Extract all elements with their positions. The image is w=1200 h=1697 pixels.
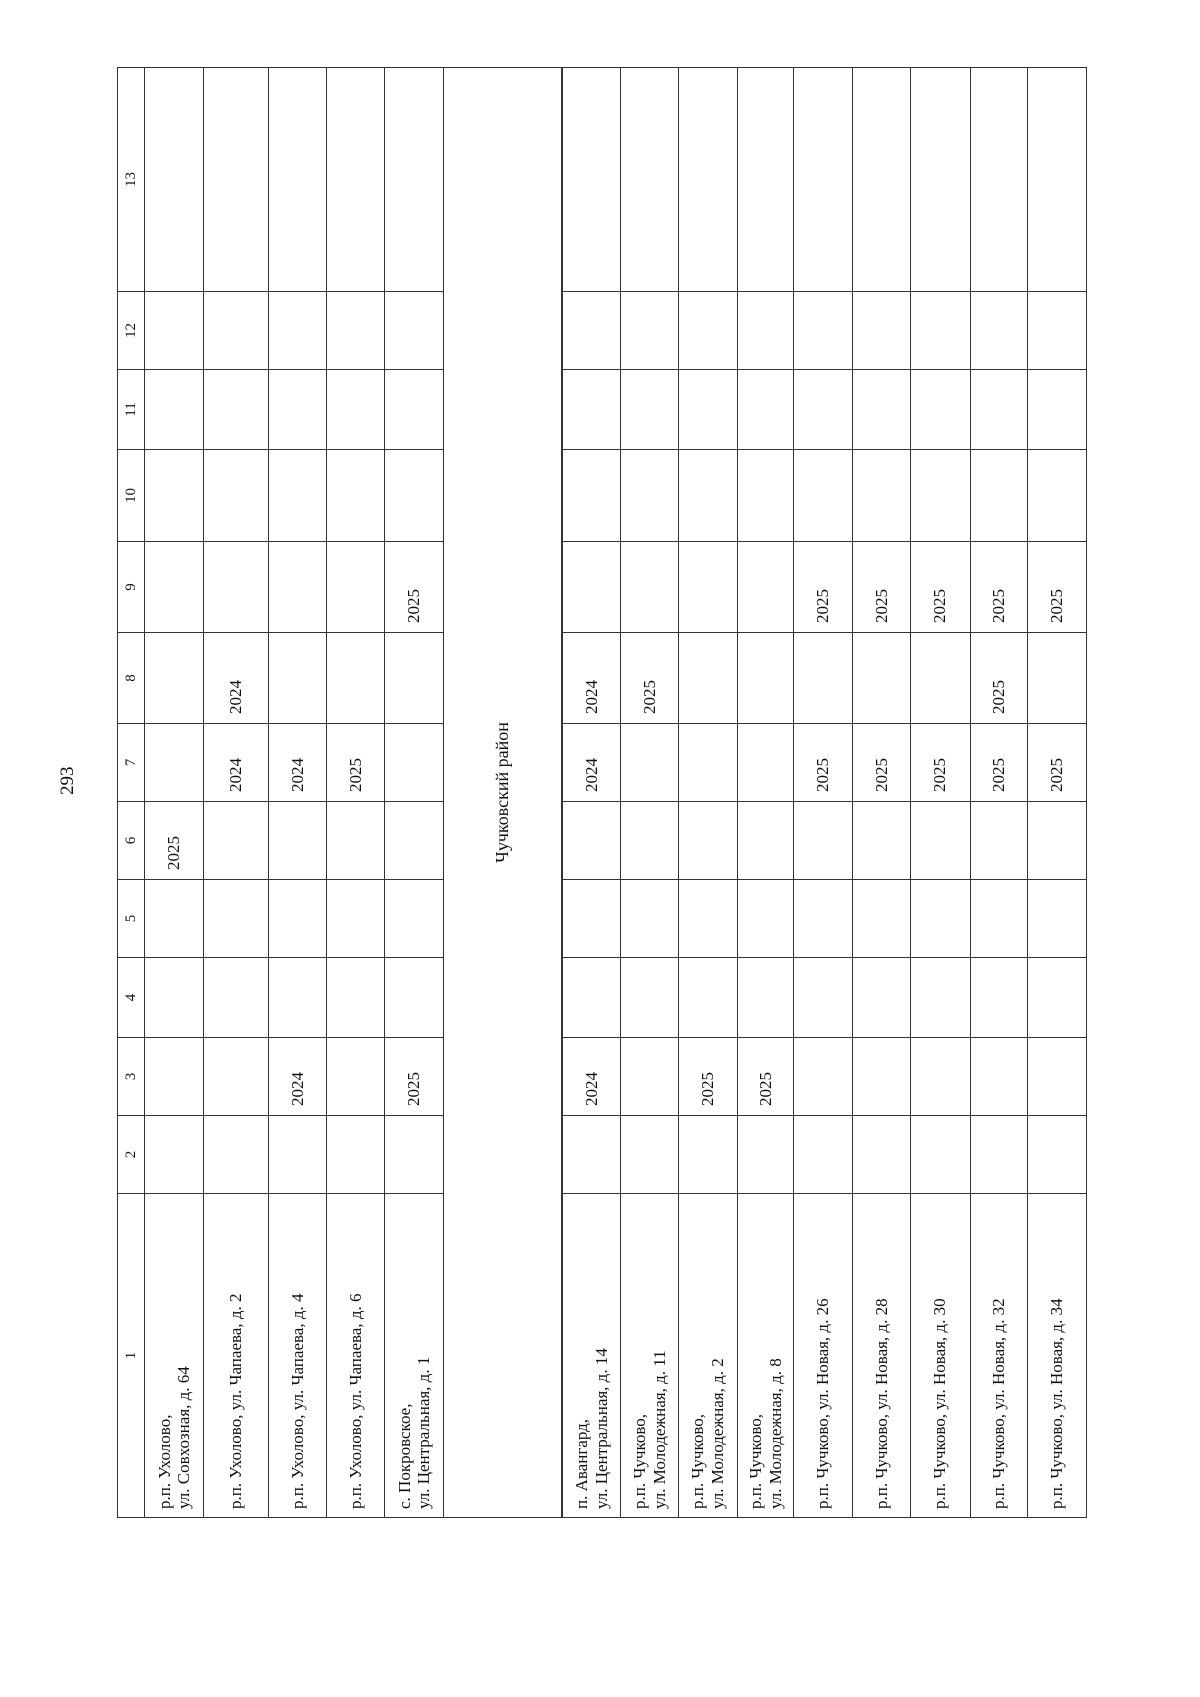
- table-row: [269, 68, 327, 1518]
- address-line: р.п. Чучково,: [688, 1413, 708, 1509]
- year-cell: [562, 958, 621, 1038]
- column-number-11: 11: [118, 370, 145, 450]
- year-cell: [203, 1116, 268, 1194]
- year-cell: [853, 1116, 911, 1194]
- address-line: п. Авангард,: [572, 1418, 592, 1509]
- year-cell: [326, 1116, 385, 1194]
- year-cell: 2025: [145, 802, 204, 880]
- year-cell: [1028, 1116, 1087, 1194]
- column-number-3: 3: [118, 1038, 145, 1116]
- year-cell: [737, 542, 794, 633]
- year-cell: [269, 958, 327, 1038]
- year-cell: [970, 1116, 1028, 1194]
- year-cell: [737, 880, 794, 958]
- address-cell: [621, 1194, 679, 1518]
- year-cell: 2024: [203, 724, 268, 802]
- year-cell: [269, 68, 327, 292]
- year-cell: [145, 724, 204, 802]
- address-cell: [562, 1194, 621, 1518]
- year-cell: [145, 370, 204, 450]
- year-cell: [326, 880, 385, 958]
- year-cell: [326, 68, 385, 292]
- table-row: [679, 68, 738, 1518]
- year-cell: [203, 68, 268, 292]
- year-cell: [910, 1038, 970, 1116]
- year-cell: [970, 1038, 1028, 1116]
- year-cell: [679, 724, 738, 802]
- year-cell: [910, 68, 970, 292]
- year-cell: 2025: [853, 542, 911, 633]
- year-cell: [385, 450, 444, 542]
- year-cell: [1028, 633, 1087, 724]
- year-cell: 2025: [794, 542, 853, 633]
- year-cell: 2025: [853, 724, 911, 802]
- year-cell: [385, 880, 444, 958]
- year-cell: [853, 633, 911, 724]
- year-cell: [853, 292, 911, 370]
- address-cell: [737, 1194, 794, 1518]
- year-cell: [910, 880, 970, 958]
- year-cell: 2025: [385, 542, 444, 633]
- year-cell: [679, 1116, 738, 1194]
- address-cell: [794, 1194, 853, 1518]
- year-cell: [737, 370, 794, 450]
- year-cell: 2025: [970, 633, 1028, 724]
- address-line: р.п. Чучково, ул. Новая, д. 26: [813, 1298, 833, 1509]
- year-cell: [794, 1116, 853, 1194]
- year-cell: [203, 1038, 268, 1116]
- address-cell: [385, 1194, 444, 1518]
- year-cell: [853, 880, 911, 958]
- year-cell: [621, 370, 679, 450]
- year-cell: [269, 1116, 327, 1194]
- year-cell: [621, 1116, 679, 1194]
- address-line: р.п. Чучково,: [630, 1413, 650, 1509]
- year-cell: [737, 802, 794, 880]
- year-cell: [145, 1038, 204, 1116]
- address-cell: [326, 1194, 385, 1518]
- year-cell: [145, 1116, 204, 1194]
- column-number-1: 1: [118, 1194, 145, 1518]
- year-cell: [326, 1038, 385, 1116]
- year-cell: [269, 370, 327, 450]
- year-cell: [737, 958, 794, 1038]
- year-cell: [621, 68, 679, 292]
- year-cell: [203, 450, 268, 542]
- address-line: с. Покровское,: [394, 1403, 414, 1509]
- year-cell: [621, 958, 679, 1038]
- year-cell: [679, 370, 738, 450]
- year-cell: [145, 958, 204, 1038]
- column-number-2: 2: [118, 1116, 145, 1194]
- table-row: [853, 68, 911, 1518]
- year-cell: [385, 802, 444, 880]
- year-cell: [562, 880, 621, 958]
- year-cell: [794, 958, 853, 1038]
- table-row: [910, 68, 970, 1518]
- year-cell: 2025: [794, 724, 853, 802]
- year-cell: [203, 958, 268, 1038]
- year-cell: [853, 68, 911, 292]
- year-cell: 2024: [562, 633, 621, 724]
- address-cell: [853, 1194, 911, 1518]
- address-cell: [910, 1194, 970, 1518]
- address-cell: [145, 1194, 204, 1518]
- address-cell: [269, 1194, 327, 1518]
- year-cell: [794, 450, 853, 542]
- year-cell: [385, 633, 444, 724]
- table-row: [1028, 68, 1087, 1518]
- year-cell: 2025: [910, 542, 970, 633]
- repair-schedule-table: [117, 67, 1087, 1518]
- column-number-6: 6: [118, 802, 145, 880]
- year-cell: 2025: [326, 724, 385, 802]
- year-cell: [853, 450, 911, 542]
- address-line: р.п. Чучково, ул. Новая, д. 34: [1047, 1298, 1067, 1509]
- year-cell: [1028, 1038, 1087, 1116]
- year-cell: 2025: [910, 724, 970, 802]
- year-cell: [562, 68, 621, 292]
- year-cell: [970, 292, 1028, 370]
- year-cell: 2024: [562, 724, 621, 802]
- year-cell: [970, 68, 1028, 292]
- year-cell: [794, 1038, 853, 1116]
- year-cell: [1028, 450, 1087, 542]
- address-line: ул. Молодежная, д. 2: [707, 1358, 727, 1509]
- address-line: р.п. Ухолово, ул. Чапаева, д. 6: [345, 1293, 365, 1509]
- address-line: р.п. Ухолово,: [154, 1414, 174, 1509]
- year-cell: 2025: [621, 633, 679, 724]
- column-number-9: 9: [118, 542, 145, 633]
- year-cell: [326, 633, 385, 724]
- year-cell: [1028, 370, 1087, 450]
- year-cell: [562, 542, 621, 633]
- table-row: [562, 68, 621, 1518]
- year-cell: [970, 802, 1028, 880]
- year-cell: [853, 370, 911, 450]
- year-cell: [1028, 292, 1087, 370]
- year-cell: [679, 958, 738, 1038]
- address-line: ул. Центральная, д. 1: [414, 1356, 434, 1509]
- year-cell: [794, 68, 853, 292]
- year-cell: [621, 292, 679, 370]
- rotated-table-container: [117, 68, 1087, 1518]
- table-row: [326, 68, 385, 1518]
- year-cell: [145, 292, 204, 370]
- year-cell: [385, 958, 444, 1038]
- year-cell: 2025: [385, 1038, 444, 1116]
- year-cell: 2025: [1028, 724, 1087, 802]
- year-cell: [621, 1038, 679, 1116]
- year-cell: 2024: [562, 1038, 621, 1116]
- year-cell: [910, 450, 970, 542]
- year-cell: [679, 880, 738, 958]
- year-cell: [385, 68, 444, 292]
- year-cell: [794, 370, 853, 450]
- year-cell: [679, 633, 738, 724]
- year-cell: [326, 370, 385, 450]
- table-row: [970, 68, 1028, 1518]
- year-cell: 2024: [269, 1038, 327, 1116]
- column-number-5: 5: [118, 880, 145, 958]
- year-cell: [910, 370, 970, 450]
- year-cell: [679, 292, 738, 370]
- year-cell: [737, 292, 794, 370]
- year-cell: [853, 958, 911, 1038]
- table-body: [118, 68, 1087, 1518]
- year-cell: [326, 958, 385, 1038]
- address-line: р.п. Ухолово, ул. Чапаева, д. 4: [287, 1293, 307, 1509]
- address-line: ул. Молодежная, д. 8: [765, 1358, 785, 1509]
- year-cell: [621, 724, 679, 802]
- district-section-title: Чучковский район: [444, 68, 563, 1518]
- address-line: р.п. Чучково,: [745, 1413, 765, 1509]
- table-row: [621, 68, 679, 1518]
- year-cell: [679, 450, 738, 542]
- column-number-header-row: [118, 68, 145, 1518]
- year-cell: [970, 450, 1028, 542]
- table-row: [385, 68, 444, 1518]
- year-cell: [269, 542, 327, 633]
- year-cell: [1028, 68, 1087, 292]
- year-cell: [1028, 880, 1087, 958]
- year-cell: [269, 802, 327, 880]
- column-number-8: 8: [118, 633, 145, 724]
- year-cell: [385, 370, 444, 450]
- year-cell: [794, 802, 853, 880]
- table-row: [737, 68, 794, 1518]
- year-cell: 2025: [970, 542, 1028, 633]
- district-section-row: [444, 68, 563, 1518]
- year-cell: 2025: [970, 724, 1028, 802]
- column-number-10: 10: [118, 450, 145, 542]
- year-cell: 2024: [203, 633, 268, 724]
- year-cell: [853, 1038, 911, 1116]
- year-cell: [562, 802, 621, 880]
- year-cell: [203, 880, 268, 958]
- year-cell: [145, 880, 204, 958]
- year-cell: [737, 633, 794, 724]
- year-cell: [970, 370, 1028, 450]
- year-cell: [737, 1116, 794, 1194]
- year-cell: [562, 292, 621, 370]
- year-cell: [385, 724, 444, 802]
- year-cell: [145, 68, 204, 292]
- year-cell: [679, 802, 738, 880]
- year-cell: [910, 633, 970, 724]
- address-cell: [1028, 1194, 1087, 1518]
- address-line: р.п. Ухолово, ул. Чапаева, д. 2: [226, 1293, 246, 1509]
- year-cell: [385, 1116, 444, 1194]
- year-cell: [326, 292, 385, 370]
- year-cell: [269, 880, 327, 958]
- address-line: р.п. Чучково, ул. Новая, д. 28: [871, 1298, 891, 1509]
- address-line: р.п. Чучково, ул. Новая, д. 32: [989, 1298, 1009, 1509]
- year-cell: [326, 802, 385, 880]
- address-cell: [679, 1194, 738, 1518]
- column-number-12: 12: [118, 292, 145, 370]
- table-row: [794, 68, 853, 1518]
- page-number: 293: [57, 766, 78, 795]
- year-cell: [562, 450, 621, 542]
- year-cell: [145, 450, 204, 542]
- year-cell: [145, 542, 204, 633]
- column-number-13: 13: [118, 68, 145, 292]
- year-cell: [145, 633, 204, 724]
- year-cell: 2024: [269, 724, 327, 802]
- year-cell: [1028, 802, 1087, 880]
- year-cell: [269, 633, 327, 724]
- address-cell: [970, 1194, 1028, 1518]
- year-cell: [910, 292, 970, 370]
- column-number-7: 7: [118, 724, 145, 802]
- table-row: [203, 68, 268, 1518]
- year-cell: 2025: [1028, 542, 1087, 633]
- year-cell: [562, 370, 621, 450]
- year-cell: [794, 292, 853, 370]
- year-cell: [269, 292, 327, 370]
- year-cell: [679, 68, 738, 292]
- year-cell: [679, 542, 738, 633]
- year-cell: [910, 802, 970, 880]
- column-number-4: 4: [118, 958, 145, 1038]
- year-cell: [562, 1116, 621, 1194]
- year-cell: [385, 292, 444, 370]
- year-cell: [970, 880, 1028, 958]
- year-cell: [910, 1116, 970, 1194]
- year-cell: [1028, 958, 1087, 1038]
- year-cell: [203, 802, 268, 880]
- year-cell: [794, 633, 853, 724]
- year-cell: [794, 880, 853, 958]
- table-row: [145, 68, 204, 1518]
- year-cell: [269, 450, 327, 542]
- address-line: р.п. Чучково, ул. Новая, д. 30: [930, 1298, 950, 1509]
- year-cell: [910, 958, 970, 1038]
- year-cell: [621, 802, 679, 880]
- year-cell: [621, 450, 679, 542]
- year-cell: [737, 68, 794, 292]
- year-cell: [970, 958, 1028, 1038]
- year-cell: [621, 880, 679, 958]
- address-cell: [203, 1194, 268, 1518]
- address-line: ул. Совхозная, д. 64: [174, 1366, 194, 1509]
- year-cell: 2025: [679, 1038, 738, 1116]
- year-cell: [203, 370, 268, 450]
- year-cell: [737, 724, 794, 802]
- year-cell: [737, 450, 794, 542]
- address-line: ул. Центральная, д. 14: [591, 1348, 611, 1509]
- year-cell: [853, 802, 911, 880]
- year-cell: [621, 542, 679, 633]
- address-line: ул. Молодежная, д. 11: [649, 1350, 669, 1509]
- year-cell: [326, 542, 385, 633]
- year-cell: [203, 292, 268, 370]
- year-cell: [326, 450, 385, 542]
- year-cell: 2025: [737, 1038, 794, 1116]
- year-cell: [203, 542, 268, 633]
